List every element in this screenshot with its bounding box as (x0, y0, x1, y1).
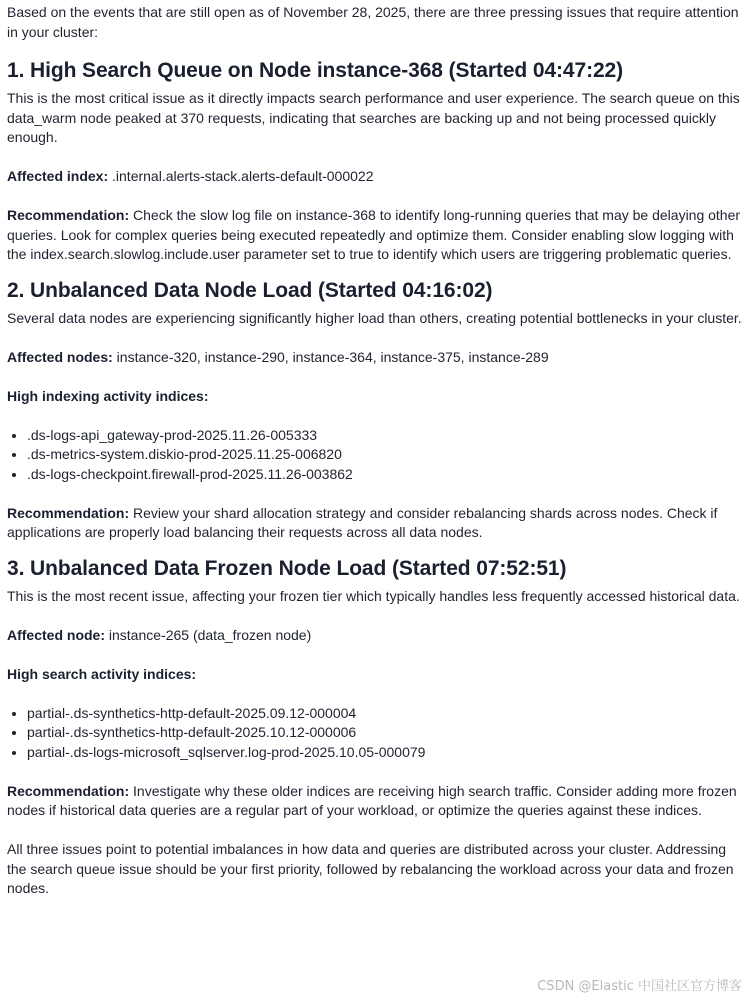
section-2-description: Several data nodes are experiencing significantly higher load than others, creating potential bottlenecks in your cluster. (7, 309, 742, 326)
intro-paragraph: Based on the events that are still open as of November 28, 2025, there are three pressing issues that require attention in your cluster: (7, 4, 739, 40)
section-3-list-label (7, 665, 743, 685)
affected-label: Affected nodes: (7, 348, 113, 365)
section-2-recommendation (7, 504, 743, 543)
list-item: • partial-.ds-synthetics-http-default-2025.10.12-000006 (27, 723, 743, 743)
section-3-description: This is the most recent issue, affecting your frozen tier which typically handles less frequently accessed historical data. (7, 587, 740, 604)
section-3-recommendation (7, 782, 743, 821)
section-1-recommendation (7, 206, 743, 265)
list-item: • .ds-metrics-system.diskio-prod-2025.11.25-006820 (27, 445, 743, 465)
document-body (7, 3, 743, 899)
affected-value: .internal.alerts-stack.alerts-default-000022 (108, 168, 374, 184)
recommendation-label: Recommendation: (7, 782, 130, 799)
recommendation-text: Check the slow log file on instance-368 to identify long-running queries that may be delaying other queries. Look for complex queries being executed repeatedly and optimize them. Consider enabling slow logging with the index.search.slowlog.include.user parameter set to true to identify which users are triggering problematic queries. (7, 207, 741, 262)
affected-value: instance-320, instance-290, instance-364, instance-375, instance-289 (112, 348, 549, 365)
section-1-description: This is the most critical issue as it directly impacts search performance and user experience. The search queue on this data_warm node peaked at 370 requests, indicating that searches are backing up and not being processed quickly enough. (7, 90, 740, 145)
conclusion-paragraph: All three issues point to potential imbalances in how data and queries are distributed across your cluster. Addressing the search queue issue should be your first priority, followed by rebalancing the workload across your data and frozen nodes. (7, 841, 734, 896)
list-item: • partial-.ds-logs-microsoft_sqlserver.log-prod-2025.10.05-000079 (27, 743, 743, 763)
list-label: High search activity indices: (7, 665, 197, 682)
affected-label: Affected index: (7, 168, 109, 184)
section-2-list-label (7, 387, 743, 407)
watermark: CSDN @Elastic 中国社区官方博客 (537, 979, 742, 994)
list-item: • partial-.ds-synthetics-http-default-2025.09.12-000004 (27, 704, 743, 724)
section-2-index-list (7, 426, 743, 485)
list-item: • .ds-logs-checkpoint.firewall-prod-2025.11.26-003862 (27, 465, 743, 485)
section-1-heading: 1. High Search Queue on Node instance-368 (Started 04:47:22) (7, 59, 624, 82)
recommendation-label: Recommendation: (7, 504, 130, 521)
section-1-affected (7, 167, 743, 187)
recommendation-text: Investigate why these older indices are receiving high search traffic. Consider adding more frozen nodes if historical data queries are a regular part of your workload, or optimize the queries against these indices. (7, 782, 737, 818)
section-2-heading: 2. Unbalanced Data Node Load (Started 04:16:02) (7, 278, 493, 302)
section-3-heading: 3. Unbalanced Data Frozen Node Load (Started 07:52:51) (7, 556, 567, 580)
recommendation-label: Recommendation: (7, 207, 130, 223)
recommendation-text: Review your shard allocation strategy and consider rebalancing shards across nodes. Check if applications are properly load balancing their requests across all data nodes. (7, 504, 718, 540)
section-3-affected (7, 626, 743, 646)
affected-label: Affected node: (7, 626, 105, 643)
list-label: High indexing activity indices: (7, 387, 209, 404)
section-2-affected (7, 348, 743, 368)
section-3-index-list (7, 704, 743, 763)
affected-value: instance-265 (data_frozen node) (105, 626, 312, 643)
list-item: • .ds-logs-api_gateway-prod-2025.11.26-005333 (27, 426, 743, 446)
